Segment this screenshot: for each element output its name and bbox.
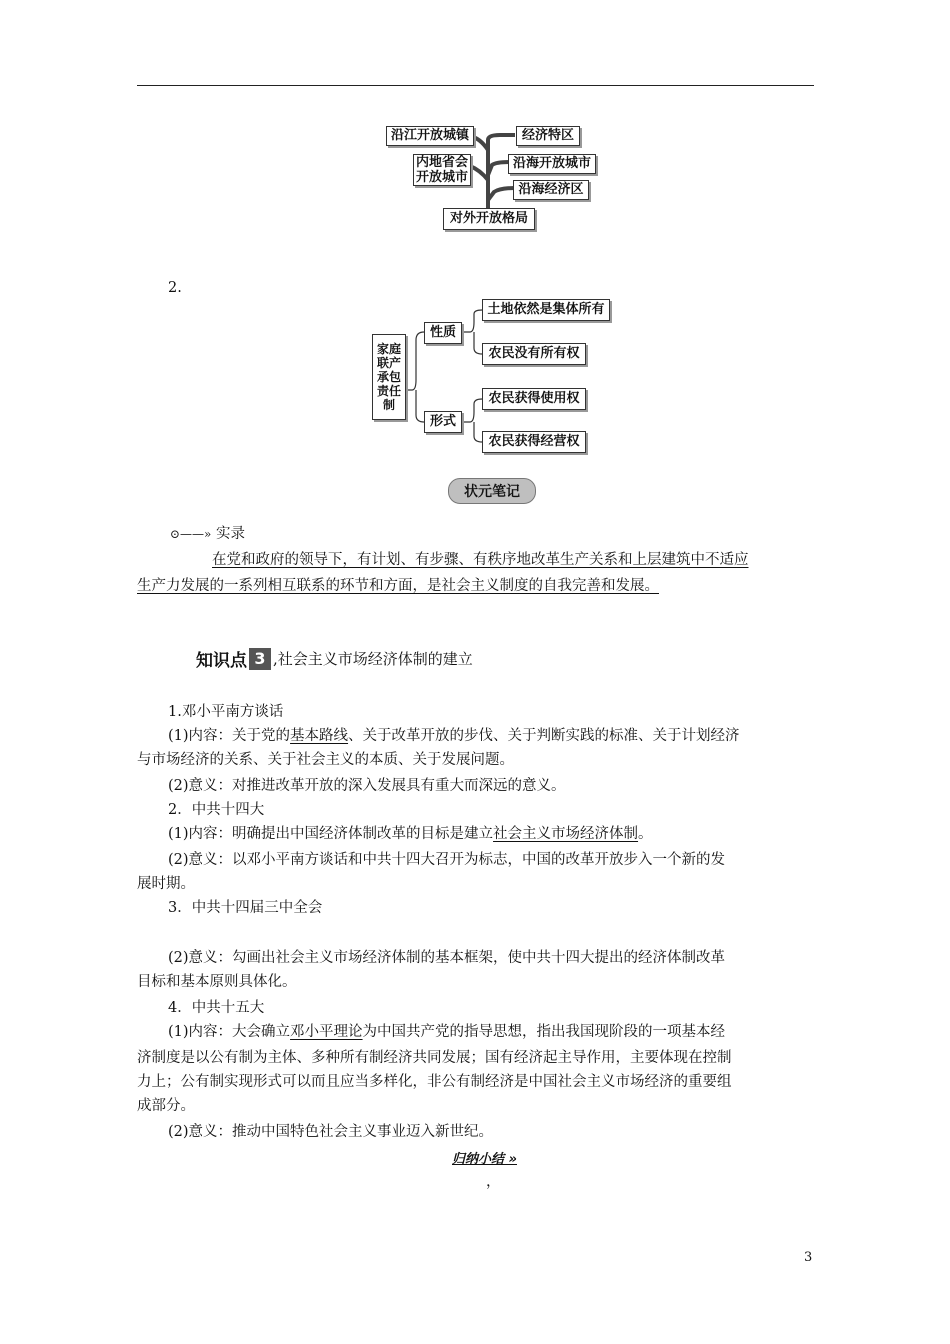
notes-line-2: 生产力发展的一系列相互联系的环节和方面，是社会主义制度的自我完善和发展。 bbox=[137, 578, 659, 594]
h1-content-line-2: 与市场经济的关系、关于社会主义的本质、关于发展问题。 bbox=[137, 752, 514, 768]
box-coastal-economic-zones: 沿海经济区 bbox=[513, 180, 589, 200]
h4-content-line-2: 济制度是以公有制为主体、多种所有制经济共同发展；国有经济起主导作用，主要体现在控制 bbox=[137, 1050, 732, 1066]
h4-content-line-1: (1)内容：大会确立邓小平理论为中国共产党的指导思想，指出我国现阶段的一项基本经 bbox=[168, 1024, 726, 1040]
h3-significance-line-2: 目标和基本原则具体化。 bbox=[137, 974, 297, 990]
box-household-contract: 家庭 联产 承包 责任 制 bbox=[372, 334, 406, 420]
h1-content-line-1: (1)内容：关于党的基本路线、关于改革开放的步伐、关于判断实践的标准、关于计划经济 bbox=[168, 728, 740, 744]
section-title: ,社会主义市场经济体制的建立 bbox=[273, 650, 473, 668]
heading-4: 4．中共十五大 bbox=[168, 1000, 265, 1016]
box-special-economic-zones: 经济特区 bbox=[516, 126, 580, 146]
box-use-right: 农民获得使用权 bbox=[482, 388, 586, 410]
notes-line-1: 在党和政府的领导下，有计划、有步骤、有秩序地改革生产关系和上层建筑中不适应 bbox=[212, 552, 749, 568]
heading-3: 3．中共十四届三中全会 bbox=[168, 900, 323, 916]
stray-comma: ， bbox=[486, 1174, 501, 1190]
arrow-icon: ⊙——» bbox=[170, 527, 212, 541]
h4-significance: (2)意义：推动中国特色社会主义事业迈入新世纪。 bbox=[168, 1124, 494, 1140]
item-number-2: 2. bbox=[168, 280, 182, 296]
notes-label: 实录 bbox=[216, 526, 245, 542]
heading-2: 2．中共十四大 bbox=[168, 802, 265, 818]
section-number: 3 bbox=[249, 648, 271, 670]
h4-content-line-4: 成部分。 bbox=[137, 1098, 195, 1114]
h2-significance-line-2: 展时期。 bbox=[137, 876, 195, 892]
heading-1: 1.邓小平南方谈话 bbox=[168, 704, 284, 720]
box-yangtze-cities: 沿江开放城镇 bbox=[386, 126, 474, 146]
box-form: 形式 bbox=[424, 411, 462, 433]
h1-significance: (2)意义：对推进改革开放的深入发展具有重大而深远的意义。 bbox=[168, 778, 566, 794]
summary-label: 归纳小结 » bbox=[452, 1152, 517, 1167]
box-inland-capitals: 内地省会 开放城市 bbox=[413, 154, 471, 186]
h2-significance-line-1: (2)意义：以邓小平南方谈话和中共十四大召开为标志，中国的改革开放步入一个新的发 bbox=[168, 852, 726, 868]
section-prefix: 知识点 bbox=[196, 651, 247, 671]
box-nature: 性质 bbox=[424, 322, 462, 344]
box-no-ownership: 农民没有所有权 bbox=[482, 343, 586, 365]
box-operate-right: 农民获得经营权 bbox=[482, 431, 586, 453]
h2-content: (1)内容：明确提出中国经济体制改革的目标是建立社会主义市场经济体制。 bbox=[168, 826, 653, 842]
box-coastal-open-cities: 沿海开放城市 bbox=[508, 154, 596, 174]
h3-significance-line-1: (2)意义：勾画出社会主义市场经济体制的基本框架，使中共十四大提出的经济体制改革 bbox=[168, 950, 726, 966]
box-land-collective: 土地依然是集体所有 bbox=[482, 299, 610, 321]
section-heading bbox=[196, 646, 473, 671]
box-opening-pattern: 对外开放格局 bbox=[443, 208, 535, 230]
h4-content-line-3: 力上；公有制实现形式可以而且应当多样化，非公有制经济是中国社会主义市场经济的重要组 bbox=[137, 1074, 732, 1090]
badge-top-scholar-notes: 状元笔记 bbox=[448, 478, 536, 504]
header-rule bbox=[137, 85, 814, 86]
page-number: 3 bbox=[804, 1250, 813, 1265]
